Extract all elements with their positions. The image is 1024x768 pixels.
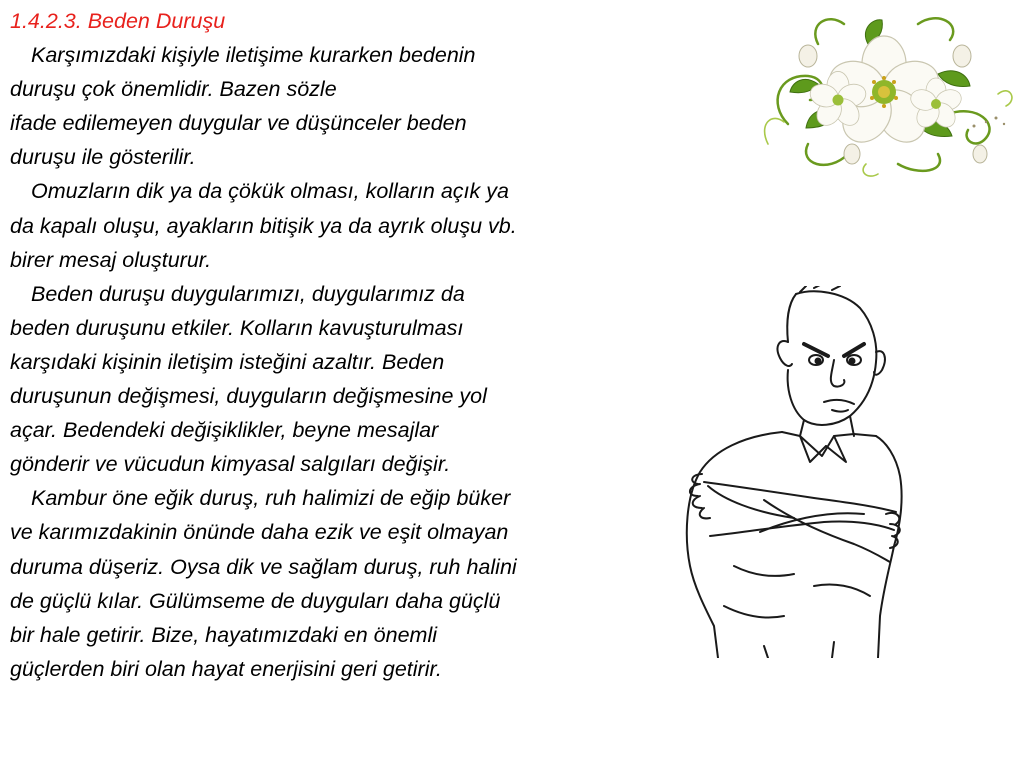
paragraph-line: de güçlü kılar. Gülümseme de duyguları daha güçlü: [10, 588, 501, 613]
paragraph-line: gönderir ve vücudun kimyasal salgıları değişir.: [10, 452, 451, 477]
paragraph-line: ve karımızdakinin önünde daha ezik ve eşit olmayan: [10, 520, 509, 545]
paragraph-line: da kapalı oluşu, ayakların bitişik ya da ayrık oluşu vb.: [10, 213, 517, 238]
section-title: 1.4.2.3. Beden Duruşu: [10, 9, 226, 33]
paragraph-line: Karşımızdaki kişiyle iletişime kurarken bedenin: [31, 43, 476, 68]
paragraph-line: duruşu çok önemlidir. Bazen sözle: [10, 77, 337, 102]
paragraph-line: ifade edilemeyen duygular ve düşünceler beden: [10, 111, 467, 136]
paragraph-line: duruşu ile gösterilir.: [10, 145, 196, 170]
slide-body: [10, 4, 640, 686]
paragraph-line: birer mesaj oluşturur.: [10, 247, 212, 272]
flower-bouquet-icon: [748, 4, 1022, 180]
paragraph-line: güçlerden biri olan hayat enerjisini geri getirir.: [10, 656, 442, 681]
crossed-arms-man-illustration: [664, 286, 904, 658]
paragraph-line: bir hale getirir. Bize, hayatımızdaki en önemli: [10, 622, 438, 647]
paragraph-line: beden duruşunu etkiler. Kolların kavuşturulması: [10, 315, 464, 340]
paragraph-line: açar. Bedendeki değişiklikler, beyne mesajlar: [10, 418, 439, 443]
paragraph-line: karşıdaki kişinin iletişim isteğini azaltır. Beden: [10, 349, 445, 374]
paragraph-line: Beden duruşu duygularımızı, duygularımız da: [31, 281, 465, 306]
paragraph-line: duruma düşeriz. Oysa dik ve sağlam duruş, ruh halini: [10, 554, 517, 579]
paragraph-line: Kambur öne eğik duruş, ruh halimizi de eğip büker: [31, 486, 511, 511]
paragraph-line: Omuzların dik ya da çökük olması, kolların açık ya: [31, 179, 509, 204]
paragraph-line: duruşunun değişmesi, duyguların değişmesine yol: [10, 384, 487, 409]
